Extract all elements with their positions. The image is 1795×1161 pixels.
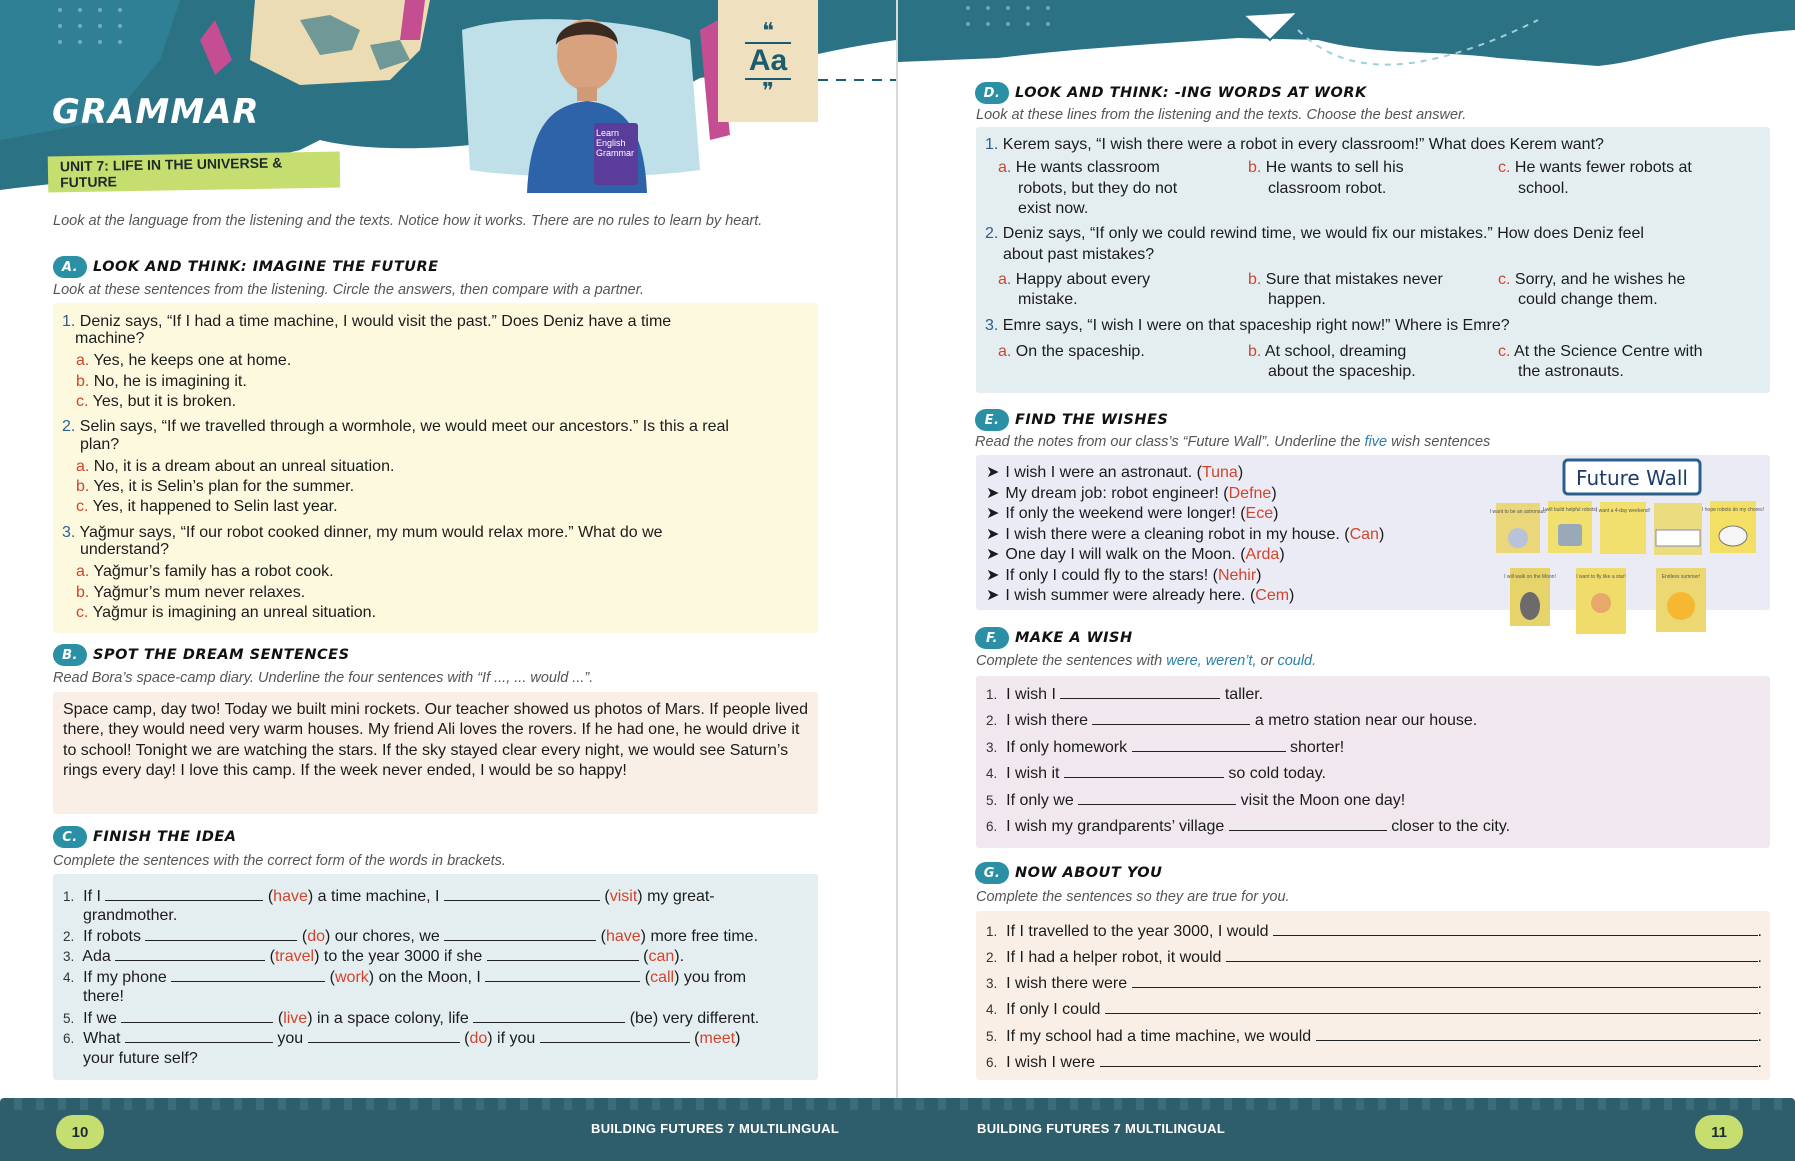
section-c-title: FINISH THE IDEA (93, 829, 237, 845)
exercise-c1-cont: grandmother. (83, 907, 178, 924)
option-a2-a[interactable]: a. No, it is a dream about an unreal situation. (76, 458, 395, 475)
wish-item[interactable]: ➤ My dream job: robot engineer! (Defne) (986, 484, 1277, 502)
wish-item[interactable]: ➤ I wish summer were already here. (Cem) (986, 587, 1295, 604)
question-d1: 1. Kerem says, “I wish there were a robot in every classroom!” What does Kerem want? (985, 136, 1604, 153)
exercise-f6: 6. I wish my grandparents’ village closer to the city. (986, 818, 1511, 835)
footer-band (0, 1106, 1795, 1161)
exercise-g2: 2. If I had a helper robot, it would . (986, 949, 1762, 966)
diary-text: Space camp, day two! Today we built mini rockets. Our teacher showed us photos of Mars. If people lived there, they would need very warm houses. My friend Ali loves the rovers. If he had one, he would drive it to school! Tonight we are watching the stars. If the sky stayed clear every night, we would see Saturn’s rings every day! I love this camp. If the week never ended, I would be so happy! (63, 701, 808, 780)
blank-c2-2[interactable] (444, 927, 596, 941)
wall-note: I will build helpful robots! (1542, 507, 1598, 513)
section-c-badge: C. (53, 826, 87, 848)
blank-f2[interactable] (1092, 711, 1250, 725)
aa-card-icon: ❝ Aa ❞ (718, 0, 818, 122)
wall-note: I want to be an astronaut! (1489, 509, 1547, 515)
section-f-heading (975, 627, 1133, 649)
question-a2: 2. Selin says, “If we travelled through a wormhole, we would meet our ancestors.” Is this a real (62, 418, 729, 435)
option-a2-b[interactable]: b. Yes, it is Selin’s plan for the summer. (76, 478, 355, 495)
question-a3-cont: understand? (80, 541, 169, 558)
option-d2-a-l2: mistake. (1018, 291, 1078, 308)
wall-note: I want to fly like a star! (1576, 574, 1626, 580)
section-a-badge: A. (53, 256, 87, 278)
exercise-c6-cont: your future self? (83, 1050, 198, 1067)
question-a2-cont: plan? (80, 436, 120, 453)
page-number-left: 10 (56, 1115, 104, 1149)
blank-g4[interactable] (1105, 1000, 1758, 1014)
section-d-heading (975, 82, 1367, 104)
wish-item[interactable]: ➤ If only the weekend were longer! (Ece) (986, 505, 1279, 522)
option-d3-b[interactable]: b. At school, dreaming (1248, 343, 1407, 360)
blank-c5-2[interactable] (473, 1009, 625, 1023)
intro-text: Look at the language from the listening and the texts. Notice how it works. There are no rules to learn by heart. (53, 213, 763, 229)
page-title: GRAMMAR (52, 92, 260, 132)
section-e-instruction: Read the notes from our class’s “Future Wall”. Underline the five wish sentences (975, 434, 1491, 450)
exercise-f3: 3. If only homework shorter! (986, 739, 1345, 756)
option-d3-b-l2: about the spaceship. (1268, 363, 1416, 380)
wall-note: I hope robots do my chores! (1702, 507, 1764, 513)
section-g-heading (975, 862, 1162, 884)
option-a2-c[interactable]: c. Yes, it happened to Selin last year. (76, 498, 338, 515)
option-d2-b[interactable]: b. Sure that mistakes never (1248, 271, 1443, 288)
question-d2-cont: about past mistakes? (1003, 246, 1155, 263)
exercise-g5: 5. If my school had a time machine, we would . (986, 1028, 1762, 1045)
exercise-g6: 6. I wish I were . (986, 1054, 1762, 1071)
question-a1-cont: machine? (75, 330, 145, 347)
wall-note: Endless summer! (1661, 574, 1701, 580)
question-a1: 1. Deniz says, “If I had a time machine, I would visit the past.” Does Deniz have a time (62, 313, 672, 330)
blank-g2[interactable] (1226, 948, 1758, 962)
future-wall-title: Future Wall (1576, 466, 1688, 490)
section-g-instruction: Complete the sentences so they are true for you. (976, 889, 1290, 905)
blank-c1-2[interactable] (444, 887, 600, 901)
section-a-instruction: Look at these sentences from the listening. Circle the answers, then compare with a partner. (53, 282, 645, 298)
option-a1-b[interactable]: b. No, he is imagining it. (76, 373, 247, 390)
wall-note: I will walk on the Moon! (1504, 574, 1556, 580)
blank-f5[interactable] (1078, 791, 1236, 805)
section-b-instruction: Read Bora’s space-camp diary. Underline the four sentences with “If ..., ... would ...”. (53, 670, 594, 686)
blank-f6[interactable] (1229, 817, 1387, 831)
section-e-heading (975, 409, 1168, 431)
exercise-c1: 1. If I (have) a time machine, I (visit) my great- (63, 888, 715, 905)
section-e-title: FIND THE WISHES (1015, 412, 1169, 428)
blank-c4-2[interactable] (485, 968, 640, 982)
option-a3-b[interactable]: b. Yağmur’s mum never relaxes. (76, 584, 306, 601)
question-d2: 2. Deniz says, “If only we could rewind time, we would fix our mistakes.” How does Deniz feel (985, 225, 1644, 242)
option-d2-c-l2: could change them. (1518, 291, 1658, 308)
section-c-instruction: Complete the sentences with the correct form of the words in brackets. (53, 853, 506, 869)
option-d1-a-l3: exist now. (1018, 200, 1089, 217)
option-d1-a-l2: robots, but they do not (1018, 180, 1178, 197)
wish-item[interactable]: ➤ If only I could fly to the stars! (Nehir) (986, 566, 1262, 584)
option-a1-a[interactable]: a. Yes, he keeps one at home. (76, 352, 292, 369)
option-d1-c-l2: school. (1518, 180, 1569, 197)
blank-c6-2[interactable] (308, 1029, 460, 1043)
blank-c3-2[interactable] (487, 947, 639, 961)
option-d1-a[interactable]: a. He wants classroom (998, 159, 1160, 176)
exercise-c3: 3. Ada (travel) to the year 3000 if she (can). (63, 948, 685, 965)
footer-title-right: BUILDING FUTURES 7 MULTILINGUAL (977, 1121, 1226, 1136)
exercise-c2: 2. If robots (do) our chores, we (have) more free time. (63, 928, 759, 945)
wish-list (986, 463, 1396, 607)
blank-f1[interactable] (1060, 685, 1220, 699)
section-f-badge: F. (975, 627, 1009, 649)
blank-c2-1[interactable] (145, 927, 297, 941)
wish-item[interactable]: ➤ I wish I were an astronaut. (Tuna) (986, 464, 1244, 481)
section-b-heading (53, 644, 350, 666)
blank-c6-3[interactable] (540, 1029, 690, 1043)
blank-c6-1[interactable] (125, 1029, 273, 1043)
exercise-f4: 4. I wish it so cold today. (986, 765, 1326, 782)
wish-item[interactable]: ➤ I wish there were a cleaning robot in my house. (Can) (986, 525, 1385, 543)
option-d3-c-l2: the astronauts. (1518, 363, 1624, 380)
section-a-heading (53, 256, 439, 278)
unit-banner: UNIT 7: LIFE IN THE UNIVERSE & FUTURE (48, 151, 341, 192)
option-d3-c[interactable]: c. At the Science Centre with (1498, 343, 1703, 360)
section-g-badge: G. (975, 862, 1009, 884)
option-d3-a[interactable]: a. On the spaceship. (998, 343, 1145, 360)
option-d2-c[interactable]: c. Sorry, and he wishes he (1498, 271, 1686, 288)
blank-f3[interactable] (1132, 738, 1286, 752)
blank-c5-1[interactable] (121, 1009, 273, 1023)
question-d3: 3. Emre says, “I wish I were on that spaceship right now!” Where is Emre? (985, 317, 1510, 334)
exercise-f2: 2. I wish there a metro station near our house. (986, 712, 1478, 729)
section-b-title: SPOT THE DREAM SENTENCES (93, 647, 350, 663)
blank-c4-1[interactable] (171, 968, 325, 982)
exercise-g3: 3. I wish there were . (986, 975, 1762, 992)
blank-g1[interactable] (1273, 922, 1758, 936)
section-f-title: MAKE A WISH (1015, 630, 1133, 646)
blank-g5[interactable] (1316, 1027, 1758, 1041)
question-a3: 3. Yağmur says, “If our robot cooked dinner, my mum would relax more.” What do we (62, 524, 663, 541)
exercise-c6: 6. What you (do) if you (meet) (63, 1030, 741, 1047)
option-d2-b-l2: happen. (1268, 291, 1326, 308)
right-page (898, 0, 1795, 1161)
blank-c3-1[interactable] (115, 947, 265, 961)
blank-g3[interactable] (1132, 974, 1758, 988)
option-d1-b[interactable]: b. He wants to sell his (1248, 159, 1404, 176)
blank-c1-1[interactable] (105, 887, 263, 901)
section-e-badge: E. (975, 409, 1009, 431)
exercise-c4: 4. If my phone (work) on the Moon, I (call) you from (63, 969, 747, 986)
option-a3-c[interactable]: c. Yağmur is imagining an unreal situation. (76, 604, 377, 621)
option-d2-a[interactable]: a. Happy about every (998, 271, 1151, 288)
option-a1-c[interactable]: c. Yes, but it is broken. (76, 393, 237, 410)
section-f-instruction: Complete the sentences with were, weren’t, or could. (976, 653, 1317, 669)
section-a-title: LOOK AND THINK: IMAGINE THE FUTURE (93, 259, 439, 275)
wish-item[interactable]: ➤ One day I will walk on the Moon. (Arda) (986, 546, 1285, 563)
exercise-c5: 5. If we (live) in a space colony, life (be) very different. (63, 1010, 760, 1027)
student-photo (512, 5, 662, 193)
blank-g6[interactable] (1100, 1053, 1758, 1067)
wall-note: I want a 4-day weekend! (1595, 508, 1651, 514)
exercise-g4: 4. If only I could . (986, 1001, 1762, 1018)
left-page (0, 0, 896, 1161)
exercise-c4-cont: there! (83, 988, 124, 1005)
book-label: Learn English Grammar (596, 128, 634, 158)
exercise-f5: 5. If only we visit the Moon one day! (986, 792, 1406, 809)
section-d-badge: D. (975, 82, 1009, 104)
option-a3-a[interactable]: a. Yağmur’s family has a robot cook. (76, 563, 334, 580)
future-wall-illustration (1489, 458, 1784, 640)
exercise-f1: 1. I wish I taller. (986, 686, 1264, 703)
section-b-badge: B. (53, 644, 87, 666)
section-d-instruction: Look at these lines from the listening and the texts. Choose the best answer. (976, 107, 1467, 123)
section-d-title: LOOK AND THINK: -ING WORDS AT WORK (1015, 85, 1367, 101)
exercise-g1: 1. If I travelled to the year 3000, I would . (986, 923, 1762, 940)
option-d1-b-l2: classroom robot. (1268, 180, 1387, 197)
section-g-title: NOW ABOUT YOU (1015, 865, 1163, 881)
section-c-heading (53, 826, 237, 848)
blank-f4[interactable] (1064, 764, 1224, 778)
aa-card-text: Aa (745, 42, 791, 80)
option-d1-c[interactable]: c. He wants fewer robots at (1498, 159, 1692, 176)
footer-title-left: BUILDING FUTURES 7 MULTILINGUAL (591, 1121, 840, 1136)
right-header-graphic (898, 0, 1795, 80)
page-number-right: 11 (1695, 1115, 1743, 1149)
